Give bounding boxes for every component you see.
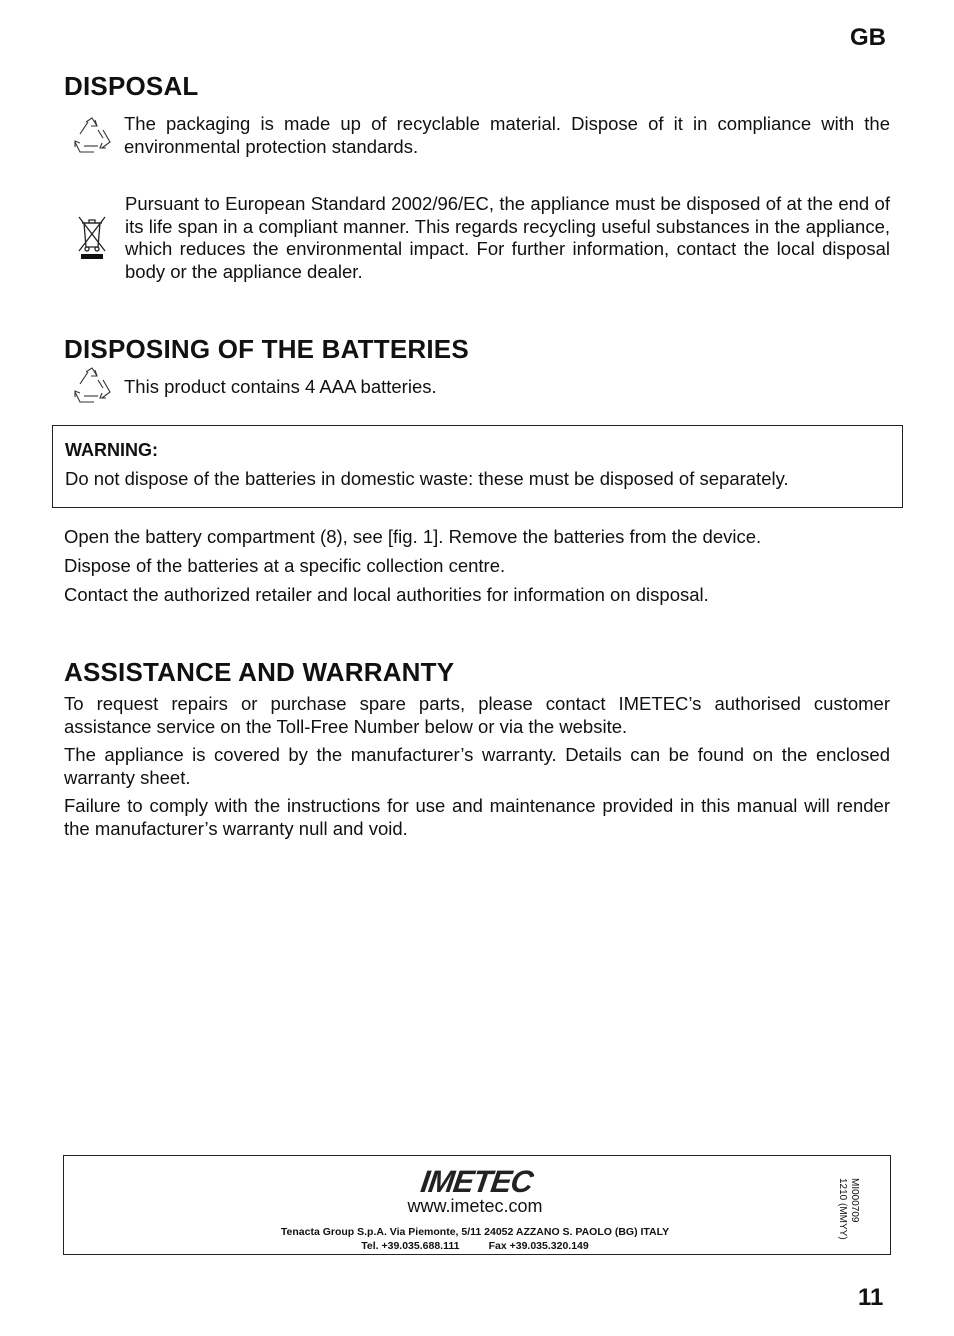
- imetec-logo: IMETEC: [418, 1164, 535, 1199]
- battery-step-1: Open the battery compartment (8), see [fig. 1]. Remove the batteries from the device.: [64, 526, 762, 547]
- batteries-heading: DISPOSING OF THE BATTERIES: [64, 334, 469, 364]
- warning-title: WARNING:: [65, 440, 158, 460]
- recycle-icon: [72, 116, 112, 156]
- battery-step-3: Contact the authorized retailer and local authorities for information on disposal.: [64, 584, 709, 605]
- footer-box: [63, 1155, 891, 1255]
- warning-text: Do not dispose of the batteries in domestic waste: these must be disposed of separately.: [65, 468, 789, 489]
- assistance-paragraph-1: To request repairs or purchase spare parts, please contact IMETEC’s authorised customer assistance service on the Toll-Free Number below or via the website.: [64, 693, 890, 737]
- weee-text: Pursuant to European Standard 2002/96/EC, the appliance must be disposed of at the end of its life span in a compliant manner. This regards recycling useful substances in the appliance, which reduces the environmental impact. For further information, contact the local disposal body or the appliance dealer.: [125, 193, 890, 282]
- company-address: Tenacta Group S.p.A. Via Piemonte, 5/11 24052 AZZANO S. PAOLO (BG) ITALY: [280, 1226, 670, 1238]
- weee-bin-icon: [76, 213, 108, 261]
- disposal-heading: DISPOSAL: [64, 71, 199, 101]
- recycle-icon: [72, 366, 112, 406]
- assistance-paragraph-2: The appliance is covered by the manufacturer’s warranty. Details can be found on the enclosed warranty sheet.: [64, 744, 890, 788]
- document-code-number: MI000709: [849, 1178, 860, 1223]
- document-code: [836, 1178, 860, 1240]
- battery-step-2: Dispose of the batteries at a specific collection centre.: [64, 555, 506, 576]
- language-code: GB: [850, 24, 886, 51]
- assistance-heading: ASSISTANCE AND WARRANTY: [64, 657, 455, 687]
- page-number: 11: [858, 1284, 884, 1311]
- assistance-paragraph-3: Failure to comply with the instructions for use and maintenance provided in this manual will render the manufacturer’s warranty null and void.: [64, 795, 890, 839]
- packaging-text: The packaging is made up of recyclable material. Dispose of it in compliance with the environmental protection standards.: [124, 113, 890, 157]
- website-link[interactable]: www.imetec.com: [407, 1196, 543, 1216]
- batteries-count-text: This product contains 4 AAA batteries.: [124, 376, 437, 397]
- warning-box: [52, 425, 903, 508]
- company-contact: Tel. +39.035.688.111 Fax +39.035.320.149: [361, 1240, 589, 1252]
- document-code-date: 1210 (MMYY): [837, 1178, 848, 1240]
